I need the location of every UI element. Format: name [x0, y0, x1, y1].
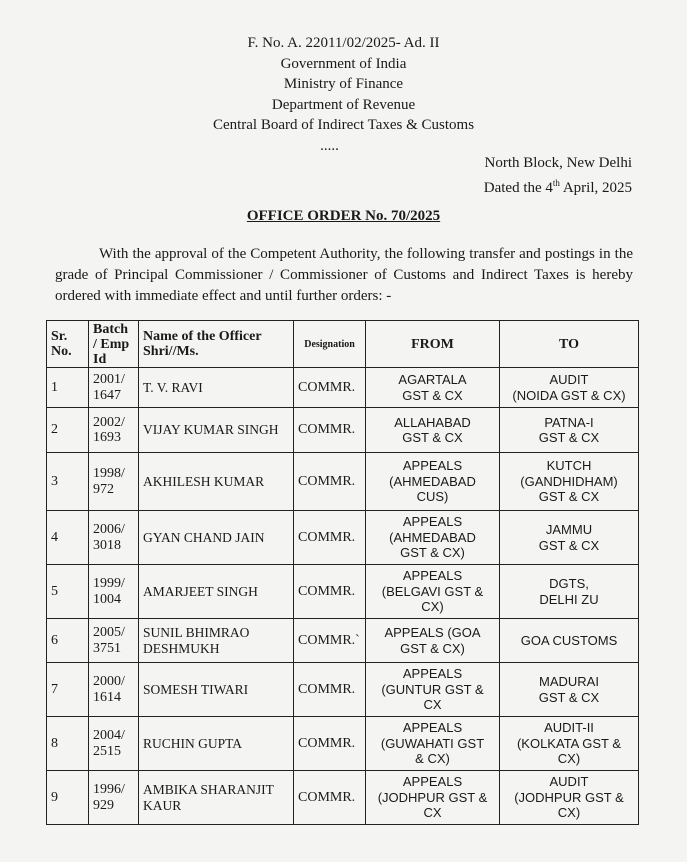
order-title: OFFICE ORDER No. 70/2025: [246, 208, 441, 224]
cell-sr-no: 8: [47, 717, 89, 771]
header-batch: Batch / Emp Id: [89, 321, 139, 368]
cell-batch: 2002/ 1693: [89, 408, 139, 453]
cell-batch: 1999/ 1004: [89, 565, 139, 619]
cell-from: APPEALS (AHMEDABAD CUS): [366, 453, 500, 511]
ministry-name: Ministry of Finance: [283, 76, 404, 92]
separator: .....: [320, 137, 339, 154]
cell-officer-name: SUNIL BHIMRAO DESHMUKH: [139, 619, 294, 663]
cell-to: GOA CUSTOMS: [500, 619, 639, 663]
table-row: [47, 408, 639, 453]
cell-from: AGARTALA GST & CX: [366, 368, 500, 408]
letterhead: [0, 33, 687, 156]
cell-to: DGTS, DELHI ZU: [500, 565, 639, 619]
cell-officer-name: SOMESH TIWARI: [139, 663, 294, 717]
cell-batch: 2001/ 1647: [89, 368, 139, 408]
transfer-table: [46, 320, 639, 825]
cell-from: APPEALS (GUNTUR GST & CX: [366, 663, 500, 717]
cell-designation: COMMR.`: [294, 619, 366, 663]
cell-officer-name: AMBIKA SHARANJIT KAUR: [139, 771, 294, 825]
board-name: Central Board of Indirect Taxes & Customs: [212, 117, 475, 133]
cell-from: APPEALS (GOA GST & CX): [366, 619, 500, 663]
cell-sr-no: 9: [47, 771, 89, 825]
cell-designation: COMMR.: [294, 771, 366, 825]
table-header-row: [47, 321, 639, 368]
file-number: F. No. A. 22011/02/2025- Ad. II: [247, 35, 440, 51]
cell-sr-no: 1: [47, 368, 89, 408]
issue-date: [484, 173, 632, 198]
cell-sr-no: 7: [47, 663, 89, 717]
cell-officer-name: VIJAY KUMAR SINGH: [139, 408, 294, 453]
header-sr-no: Sr. No.: [47, 321, 89, 368]
cell-to: AUDIT (JODHPUR GST & CX): [500, 771, 639, 825]
government-name: Government of India: [280, 55, 407, 72]
cell-to: KUTCH (GANDHIDHAM) GST & CX: [500, 453, 639, 511]
cell-to: AUDIT (NOIDA GST & CX): [500, 368, 639, 408]
cell-from: ALLAHABAD GST & CX: [366, 408, 500, 453]
date-superscript: th: [552, 178, 560, 188]
cell-designation: COMMR.: [294, 565, 366, 619]
cell-batch: 2006/ 3018: [89, 511, 139, 565]
table-row: [47, 511, 639, 565]
table-row: [47, 771, 639, 825]
cell-designation: COMMR.: [294, 717, 366, 771]
place-and-date: [484, 153, 632, 198]
cell-to: JAMMU GST & CX: [500, 511, 639, 565]
header-name: Name of the Officer Shri//Ms.: [139, 321, 294, 368]
cell-officer-name: RUCHIN GUPTA: [139, 717, 294, 771]
cell-from: APPEALS (GUWAHATI GST & CX): [366, 717, 500, 771]
cell-officer-name: T. V. RAVI: [139, 368, 294, 408]
table-row: [47, 717, 639, 771]
cell-sr-no: 4: [47, 511, 89, 565]
department-name: Department of Revenue: [271, 96, 416, 113]
cell-from: APPEALS (BELGAVI GST & CX): [366, 565, 500, 619]
cell-designation: COMMR.: [294, 368, 366, 408]
cell-batch: 1996/ 929: [89, 771, 139, 825]
location: North Block, New Delhi: [484, 155, 632, 171]
cell-officer-name: AMARJEET SINGH: [139, 565, 294, 619]
cell-designation: COMMR.: [294, 663, 366, 717]
cell-designation: COMMR.: [294, 408, 366, 453]
cell-from: APPEALS (JODHPUR GST & CX: [366, 771, 500, 825]
cell-batch: 2005/ 3751: [89, 619, 139, 663]
cell-to: MADURAI GST & CX: [500, 663, 639, 717]
cell-officer-name: GYAN CHAND JAIN: [139, 511, 294, 565]
table-row: [47, 619, 639, 663]
cell-officer-name: AKHILESH KUMAR: [139, 453, 294, 511]
cell-sr-no: 6: [47, 619, 89, 663]
cell-batch: 2004/ 2515: [89, 717, 139, 771]
date-prefix: Dated the 4: [483, 180, 553, 196]
table-row: [47, 663, 639, 717]
header-from: FROM: [366, 321, 500, 368]
table-row: [47, 565, 639, 619]
cell-sr-no: 3: [47, 453, 89, 511]
paragraph-text: With the approval of the Competent Authority, the following transfer and postings in the grade of Principal Commissioner / Commissioner of Customs and Indirect Taxes is hereby ordered with immediate effect and until further orders: -: [55, 246, 633, 304]
header-designation: Designation: [294, 321, 366, 368]
date-suffix: April, 2025: [559, 180, 632, 196]
table-row: [47, 453, 639, 511]
cell-batch: 1998/ 972: [89, 453, 139, 511]
order-paragraph: [55, 244, 633, 307]
cell-sr-no: 5: [47, 565, 89, 619]
header-to: TO: [500, 321, 639, 368]
table-row: [47, 368, 639, 408]
cell-batch: 2000/ 1614: [89, 663, 139, 717]
cell-sr-no: 2: [47, 408, 89, 453]
cell-designation: COMMR.: [294, 453, 366, 511]
cell-to: AUDIT-II (KOLKATA GST & CX): [500, 717, 639, 771]
cell-designation: COMMR.: [294, 511, 366, 565]
cell-to: PATNA-I GST & CX: [500, 408, 639, 453]
cell-from: APPEALS (AHMEDABAD GST & CX): [366, 511, 500, 565]
